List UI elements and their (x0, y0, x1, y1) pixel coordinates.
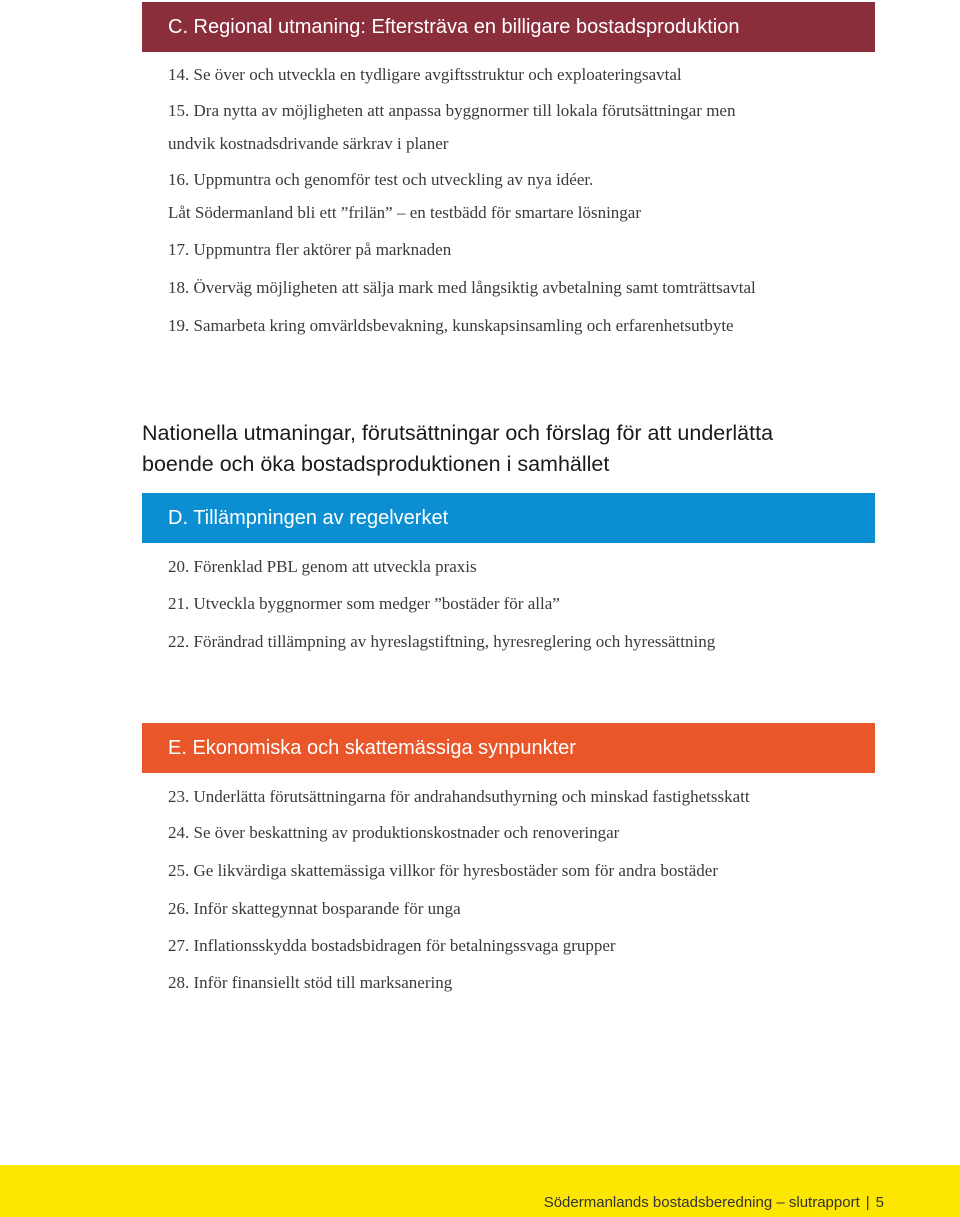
section-c-header (142, 2, 875, 52)
national-heading-line2: boende och öka bostadsproduktionen i samhället (142, 452, 610, 476)
list-item: 17. Uppmuntra fler aktörer på marknaden (168, 240, 452, 259)
page-number: 5 (875, 1194, 884, 1211)
list-item: 14. Se över och utveckla en tydligare avgiftsstruktur och exploateringsavtal (168, 65, 682, 84)
national-heading-line1: Nationella utmaningar, förutsättningar och förslag för att underlätta (142, 421, 774, 445)
list-item: Låt Södermanland bli ett ”frilän” – en testbädd för smartare lösningar (168, 203, 642, 222)
list-item: 23. Underlätta förutsättningarna för andrahandsuthyrning och minskad fastighetsskatt (168, 787, 750, 806)
list-item: 25. Ge likvärdiga skattemässiga villkor för hyresbostäder som för andra bostäder (168, 861, 718, 880)
list-item: 21. Utveckla byggnormer som medger ”bostäder för alla” (168, 594, 560, 613)
section-e-title: E. Ekonomiska och skattemässiga synpunkter (168, 736, 576, 759)
list-item: 19. Samarbeta kring omvärldsbevakning, kunskapsinsamling och erfarenhetsutbyte (168, 316, 734, 335)
list-item: 26. Inför skattegynnat bosparande för unga (168, 899, 461, 918)
footer-separator: | (865, 1194, 870, 1211)
list-item: 20. Förenklad PBL genom att utveckla praxis (168, 557, 477, 576)
section-d-title: D. Tillämpningen av regelverket (168, 506, 449, 529)
footer (544, 1194, 884, 1211)
list-item: 24. Se över beskattning av produktionskostnader och renoveringar (168, 823, 620, 842)
section-e-header (142, 723, 875, 773)
list-item: 28. Inför finansiellt stöd till marksanering (168, 973, 453, 992)
list-item: 15. Dra nytta av möjligheten att anpassa byggnormer till lokala förutsättningar men (168, 101, 736, 120)
list-item: 18. Överväg möjligheten att sälja mark med långsiktig avbetalning samt tomträttsavtal (168, 278, 756, 297)
list-item: 22. Förändrad tillämpning av hyreslagstiftning, hyresreglering och hyressättning (168, 632, 716, 651)
footer-report-title: Södermanlands bostadsberedning – slutrapport (543, 1194, 860, 1211)
section-c-title: C. Regional utmaning: Eftersträva en billigare bostadsproduktion (168, 15, 740, 38)
list-item: undvik kostnadsdrivande särkrav i planer (168, 134, 449, 153)
list-item: 27. Inflationsskydda bostadsbidragen för betalningssvaga grupper (168, 936, 616, 955)
section-d-header (142, 493, 875, 543)
national-heading (142, 418, 882, 480)
list-item: 16. Uppmuntra och genomför test och utveckling av nya idéer. (168, 170, 594, 189)
